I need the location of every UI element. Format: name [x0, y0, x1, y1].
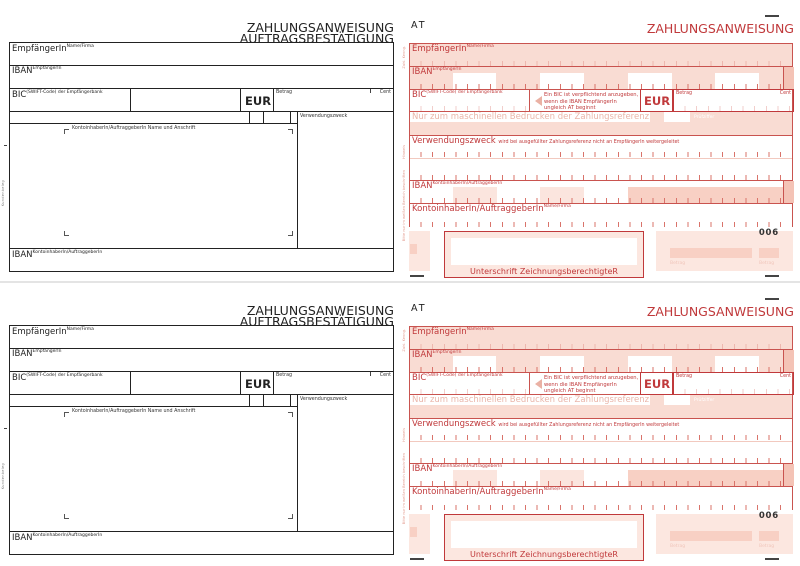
receipt-iban-field[interactable]: $IBAN^{EmpfängerIn}$	[9, 65, 394, 89]
receipt-payer-address-area[interactable]: KontoinhaberIn/AuftraggeberIn Name und Anschrift	[9, 123, 298, 249]
transfer-bic-note: Ein BIC ist verpflichtend anzugeben, wenn die IBAN EmpfängerIn ungleich AT beginnt	[530, 90, 640, 111]
transfer-section: AT ZAHLUNGSANWEISUNG Zahl. Kenng. Hinweis Bitte nur im weißen Bereich beschriften EmpfängerIn$^{Name/Firma}$ $IBAN^{EmpfängerIn}$ $BIC^{(SWIFT-Code) der Empfängerbank}$ Ein BIC ist verpflichtend anzugeben, wenn die IBAN EmpfängerIn ungleich AT beginnt EUR Betrag Cent Nur zum maschinellen Bedrucken der Zahlungsreferenz Prüfziffer Verwendungszweck wird bei ausgefüllter Zahlungsreferenz nicht an EmpfängerIn weitergeleitet $IBAN^{KontoinhaberIn/AuftraggeberIn}$ KontoinhaberIn/AuftraggeberIn$^{Name/Firma}$ Unterschrift ZeichnungsberechtigteR 006 Betrag Betrag	[400, 283, 800, 566]
transfer-check-digit-field[interactable]	[664, 395, 690, 405]
transfer-bic-field[interactable]: $BIC^{(SWIFT-Code) der Empfängerbank}$	[410, 373, 530, 394]
transfer-iban-field[interactable]: $IBAN^{EmpfängerIn}$	[410, 350, 792, 373]
form-code: 006	[758, 228, 779, 238]
transfer-bic-field[interactable]: $BIC^{(SWIFT-Code) der Empfängerbank}$	[410, 90, 530, 111]
transfer-section: AT ZAHLUNGSANWEISUNG Zahl. Kenng. Hinweis Bitte nur im weißen Bereich beschriften EmpfängerIn$^{Name/Firma}$ $IBAN^{EmpfängerIn}$ $BIC^{(SWIFT-Code) der Empfängerbank}$ Ein BIC ist verpflichtend anzugeben, wenn die IBAN EmpfängerIn ungleich AT beginnt EUR Betrag Cent Nur zum maschinellen Bedrucken der Zahlungsreferenz Prüfziffer Verwendungszweck wird bei ausgefüllter Zahlungsreferenz nicht an EmpfängerIn weitergeleitet $IBAN^{KontoinhaberIn/AuftraggeberIn}$ KontoinhaberIn/AuftraggeberIn$^{Name/Firma}$ Unterschrift ZeichnungsberechtigteR 006 Betrag Betrag	[400, 0, 800, 283]
transfer-purpose-field[interactable]: Verwendungszweck wird bei ausgefüllter Zahlungsreferenz nicht an EmpfängerIn weitergeleitet	[410, 419, 792, 464]
country-code: AT	[411, 20, 427, 31]
form-sheet-bottom	[0, 283, 800, 566]
receipt-title: ZAHLUNGSANWEISUNG AUFTRAGSBESTÄTIGUNG	[239, 303, 394, 329]
transfer-reference-row: Nur zum maschinellen Bedrucken der Zahlungsreferenz Prüfziffer	[410, 395, 792, 419]
receipt-payer-iban-field[interactable]: $IBAN^{KontoinhaberIn/AuftraggeberIn}$	[9, 531, 394, 555]
bank-amount-field-2	[759, 248, 779, 258]
transfer-payee-field[interactable]: EmpfängerIn$^{Name/Firma}$	[410, 327, 792, 350]
receipt-amount-field[interactable]: Betrag Cent	[273, 371, 394, 395]
side-stub	[409, 231, 430, 271]
receipt-section	[0, 0, 400, 283]
transfer-currency-box: EUR	[640, 89, 673, 112]
signature-field[interactable]: Unterschrift ZeichnungsberechtigteR	[444, 231, 644, 278]
alignment-mark	[765, 558, 779, 560]
transfer-purpose-field[interactable]: Verwendungszweck wird bei ausgefüllter Zahlungsreferenz nicht an EmpfängerIn weitergeleitet	[410, 136, 792, 181]
receipt-payee-field[interactable]: EmpfängerIn$^{Name/Firma}$	[9, 325, 394, 349]
bank-amount-field	[670, 248, 752, 258]
arrow-left-icon	[535, 379, 542, 389]
receipt-amount-field[interactable]: Betrag Cent	[273, 88, 394, 112]
receipt-currency-box: EUR	[240, 88, 274, 112]
receipt-payer-iban-field[interactable]: $IBAN^{KontoinhaberIn/AuftraggeberIn}$	[9, 248, 394, 272]
corner-mark	[64, 412, 69, 417]
alignment-mark	[410, 558, 424, 560]
transfer-bic-note: Ein BIC ist verpflichtend anzugeben, wenn die IBAN EmpfängerIn ungleich AT beginnt	[530, 373, 640, 394]
transfer-iban-field[interactable]: $IBAN^{EmpfängerIn}$	[410, 67, 792, 90]
transfer-payer-iban-field[interactable]: $IBAN^{KontoinhaberIn/AuftraggeberIn}$	[410, 181, 792, 204]
receipt-section	[0, 283, 400, 566]
transfer-payer-iban-field[interactable]: $IBAN^{KontoinhaberIn/AuftraggeberIn}$	[410, 464, 792, 487]
receipt-currency-box: EUR	[240, 371, 274, 395]
receipt-bic-field[interactable]: $BIC^{(SWIFT-Code) der Empfängerbank}$	[9, 88, 131, 112]
receipt-title: ZAHLUNGSANWEISUNG AUFTRAGSBESTÄTIGUNG	[239, 20, 394, 46]
transfer-title: ZAHLUNGSANWEISUNG	[646, 304, 794, 319]
transfer-reference-field[interactable]: Nur zum maschinellen Bedrucken der Zahlungsreferenz	[412, 395, 650, 405]
corner-mark	[64, 514, 69, 519]
transfer-amount-field[interactable]: Betrag Cent	[673, 372, 794, 395]
fold-mark	[4, 428, 7, 429]
alignment-mark	[410, 275, 424, 277]
transfer-amount-field[interactable]: Betrag Cent	[673, 89, 794, 112]
receipt-bic-extra-field[interactable]	[130, 371, 241, 395]
alignment-mark	[765, 15, 779, 17]
transfer-title: ZAHLUNGSANWEISUNG	[646, 21, 794, 36]
transfer-bic-row	[410, 90, 792, 112]
transfer-payer-name-field[interactable]: KontoinhaberIn/AuftraggeberIn$^{Name/Firma}$	[410, 204, 792, 227]
corner-mark	[288, 514, 293, 519]
transfer-bic-row	[410, 373, 792, 395]
country-code: AT	[411, 303, 427, 314]
receipt-bic-extra-field[interactable]	[130, 88, 241, 112]
transfer-reference-row: Nur zum maschinellen Bedrucken der Zahlungsreferenz Prüfziffer	[410, 112, 792, 136]
arrow-left-icon	[535, 96, 542, 106]
corner-mark	[64, 231, 69, 236]
bank-amount-field	[670, 531, 752, 541]
transfer-payer-name-field[interactable]: KontoinhaberIn/AuftraggeberIn$^{Name/Firma}$	[410, 487, 792, 510]
transfer-currency-box: EUR	[640, 372, 673, 395]
fold-mark	[4, 145, 7, 146]
transfer-check-digit-field[interactable]	[664, 112, 690, 122]
receipt-purpose-field[interactable]: Verwendungszweck	[297, 111, 394, 249]
corner-mark	[64, 129, 69, 134]
side-stub	[409, 514, 430, 554]
signature-field[interactable]: Unterschrift ZeichnungsberechtigteR	[444, 514, 644, 561]
receipt-payer-address-area[interactable]: KontoinhaberIn/AuftraggeberIn Name und Anschrift	[9, 406, 298, 532]
receipt-side-text: Kundenbeleg	[1, 463, 5, 490]
receipt-iban-field[interactable]: $IBAN^{EmpfängerIn}$	[9, 348, 394, 372]
receipt-purpose-field[interactable]: Verwendungszweck	[297, 394, 394, 532]
receipt-bic-field[interactable]: $BIC^{(SWIFT-Code) der Empfängerbank}$	[9, 371, 131, 395]
receipt-side-text: Kundenbeleg	[1, 180, 5, 207]
transfer-form-frame	[409, 43, 793, 227]
transfer-form-frame	[409, 326, 793, 510]
corner-mark	[288, 231, 293, 236]
corner-mark	[288, 412, 293, 417]
bank-amount-field-2	[759, 531, 779, 541]
transfer-reference-field[interactable]: Nur zum maschinellen Bedrucken der Zahlungsreferenz	[412, 112, 650, 122]
alignment-mark	[765, 275, 779, 277]
transfer-payee-field[interactable]: EmpfängerIn$^{Name/Firma}$	[410, 44, 792, 67]
form-code: 006	[758, 511, 779, 521]
corner-mark	[288, 129, 293, 134]
receipt-payee-field[interactable]: EmpfängerIn$^{Name/Firma}$	[9, 42, 394, 66]
alignment-mark	[765, 298, 779, 300]
